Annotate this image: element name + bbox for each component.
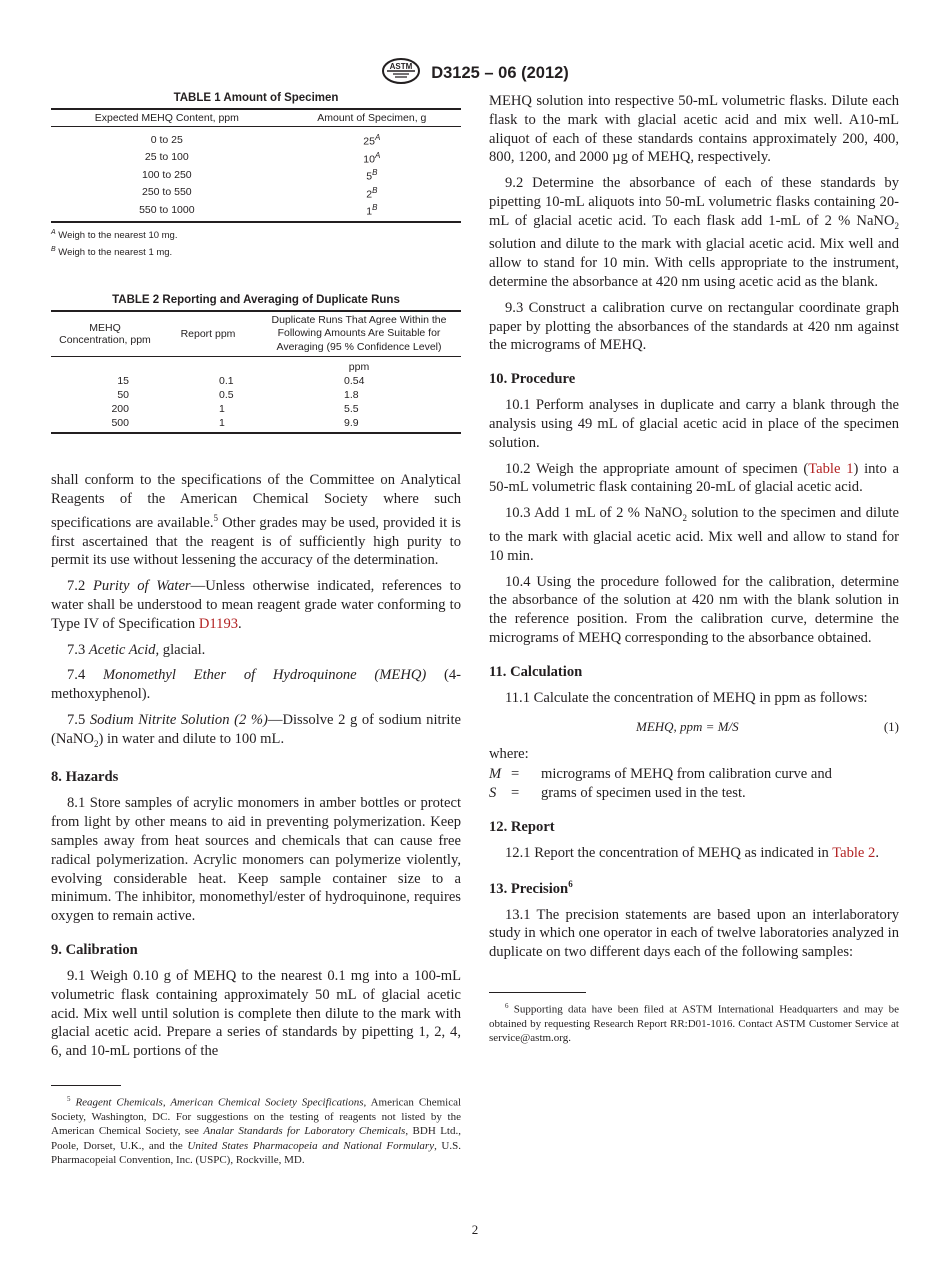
d1193-link[interactable]: D1193 <box>198 615 239 632</box>
table-row: 25 to 100 $10^A$ <box>144 150 381 165</box>
table-row: 500 1 9.9 <box>111 417 359 430</box>
table2-title: TABLE 2 Reporting and Averaging of Duplicate Runs <box>112 293 400 306</box>
page-number: 2 <box>471 1222 479 1237</box>
table1-footnotes: $^A$ Weigh to the nearest 10 mg. $^B$ Weigh to the nearest 1 mg. <box>51 228 178 258</box>
section-11-heading: 11. Calculation <box>489 663 583 680</box>
equation-1 <box>489 715 899 739</box>
section-9-heading: 9. Calibration <box>51 942 138 959</box>
paragraph-8-1: 8.1 Store samples of acrylic monomers in amber bottles or protect from light by other means to aid in preventing polymerization. Keep samples away from heat sources and chemicals that can cause free radical polymerization. Acrylic monomers can polymerize violently, evolving considerable heat. Keep sample container size to a minimum. The inhibitor, monomethyl/ester of hydroquinone, requires oxygen to remain active. <box>51 795 461 925</box>
paragraph-10-4: 10.4 Using the procedure followed for the calibration, determine the absorbance of the solution at 420 nm with the blank solution in the reference position. From the calibration curve, determine the micrograms of MEHQ corresponding to the absorbance obtained. <box>489 573 899 646</box>
paragraph-13-1: 13.1 The precision statements are based upon an interlaboratory study in which one operator in each of twelve laboratories analyzed in duplicate on two different days each of the following samples: <box>489 906 899 961</box>
paragraph-12-1: 12.1 Report the concentration of MEHQ as indicated in Table 2. <box>505 844 880 861</box>
paragraph-9-1: 9.1 Weigh 0.10 g of MEHQ to the nearest 0.1 mg into a 100-mL volumetric flask containing approximately 50 mL of glacial acetic acid. Mix well until solution is complete then dilute to the mark with glacial acetic acid. Prepare a series of standards by pipetting 1, 2, 4, 6, and 10-mL portions of the <box>51 968 461 1060</box>
paragraph-9-1-continued: MEHQ solution into respective 50-mL volumetric flasks. Dilute each flask to the mark with glacial acetic acid and mix well. A10-mL aliquot of each of these standards contains approximately 200, 400, 800, 1200, and 2000 µg of MEHQ, respectively. <box>489 93 899 166</box>
document-title: D3125 – 06 (2012) <box>431 64 569 82</box>
where-label: where: <box>489 745 529 762</box>
paragraph-7-4: 7.4 Monomethyl Ether of Hydroquinone (MEHQ) (4-methoxyphenol). <box>51 667 462 703</box>
equation-expression: MEHQ, ppm = M/S <box>636 718 739 734</box>
paragraph-10-2: 10.2 Weigh the appropriate amount of specimen (Table 1) into a 50-mL volumetric flask containing 20-mL of glacial acetic acid. <box>489 460 899 496</box>
paragraph-10-3: 10.3 Add 1 mL of 2 % NaNO$_2$ solution to the specimen and dilute to the mark with glacial acetic acid. Mix well and allow to stand for 10 min. <box>489 505 899 564</box>
footnote-rule <box>51 1085 121 1086</box>
left-column <box>51 92 461 1168</box>
table2-header-concentration: MEHQ Concentration, ppm <box>51 311 159 357</box>
paragraph-7-1-continued: shall conform to the specifications of the Committee on Analytical Reagents of the American Chemical Society where such specifications are available.$^5$ Other grades may be used, provided it is first ascertained that the reagent is of sufficiently high purity to permit its use without lessening the accuracy of the determination. <box>51 472 461 569</box>
table2-unit: ppm <box>348 361 370 374</box>
page-header <box>0 58 950 89</box>
footnote-6: $^6$ Supporting data have been filed at ASTM International Headquarters and may be obtained by requesting Research Report RR:D01-1016. Contact ASTM Customer Service at service@astm.org. <box>489 1001 899 1045</box>
table1-header-amount: Amount of Specimen, g <box>283 109 461 127</box>
paragraph-7-3: 7.3 Acetic Acid, glacial. <box>67 641 206 658</box>
table2-header-report: Report ppm <box>159 311 257 357</box>
table-row: 550 to 1000 $1^B$ <box>139 203 378 218</box>
paragraph-7-2: 7.2 Purity of Water—Unless otherwise indicated, references to water shall be understood to mean reagent grade water conforming to Type IV of Specification D1193. <box>51 578 462 632</box>
astm-logo-icon <box>381 58 421 89</box>
where-list: M = micrograms of MEHQ from calibration curve and S = grams of specimen used in the test. <box>489 766 832 802</box>
table-row: 100 to 250 $5^B$ <box>142 168 378 183</box>
paragraph-11-1: 11.1 Calculate the concentration of MEHQ in ppm as follows: <box>505 689 868 706</box>
paragraph-9-2: 9.2 Determine the absorbance of each of these standards by pipetting 10-mL aliquots into 50-mL volumetric flasks containing 20-mL of glacial acetic acid. To each flask add 1-mL of 2 % NaNO$_2$ solution and dilute to the mark with glacial acetic acid. Mix well and allow to stand for 10 min. With cells appropriate to the instrument, determine the absorbance at 420 nm using acetic acid as the blank. <box>489 175 899 291</box>
section-10-heading: 10. Procedure <box>489 371 576 388</box>
table1-header-content: Expected MEHQ Content, ppm <box>51 109 283 127</box>
paragraph-10-1: 10.1 Perform analyses in duplicate and carry a blank through the analysis using 49 mL of glacial acetic acid in place of the specimen solution. <box>489 397 899 451</box>
paragraph-9-3: 9.3 Construct a calibration curve on rectangular coordinate graph paper by plotting the absorbances of the standards at 420 nm against the micrograms of MEHQ. <box>489 299 899 354</box>
right-column <box>489 92 899 1046</box>
paragraph-7-5: 7.5 Sodium Nitrite Solution (2 %)—Dissolve 2 g of sodium nitrite (NaNO$_2$) in water and dilute to 100 mL. <box>51 711 462 749</box>
table-row: 15 0.1 0.54 <box>117 375 365 388</box>
table2-header-duplicate: Duplicate Runs That Agree Within the Following Amounts Are Suitable for Averaging (95 % Confidence Level) <box>257 311 461 357</box>
section-8-heading: 8. Hazards <box>51 769 119 786</box>
table-row: 50 0.5 1.8 <box>117 389 359 402</box>
section-12-heading: 12. Report <box>489 818 555 835</box>
table2 <box>51 310 461 435</box>
table1 <box>51 108 461 223</box>
table1-link[interactable]: Table 1 <box>808 460 854 477</box>
astm-logo-text: ASTM <box>389 62 413 71</box>
table-row: 250 to 550 $2^B$ <box>142 185 378 200</box>
equation-number: (1) <box>883 718 899 734</box>
table2-link[interactable]: Table 2 <box>832 844 876 861</box>
table-row: 200 1 5.5 <box>111 403 359 416</box>
table-row: 0 to 25 $25^A$ <box>150 133 381 148</box>
footnote-rule <box>489 992 586 993</box>
table1-title: TABLE 1 Amount of Specimen <box>173 92 339 104</box>
footnote-5: $^5$ Reagent Chemicals, American Chemical Society Specifications, American Chemical Society, Washington, DC. For suggestions on the testing of reagents not listed by the American Chemical Society, see Analar Standards for Laboratory Chemicals, BDH Ltd., Poole, Dorset, U.K., and the United States Pharmacopeia and National Formulary, U.S. Pharmacopeial Convention, Inc. (USPC), Rockville, MD. <box>51 1095 462 1167</box>
section-13-heading: 13. Precision$^6$ <box>489 878 573 897</box>
